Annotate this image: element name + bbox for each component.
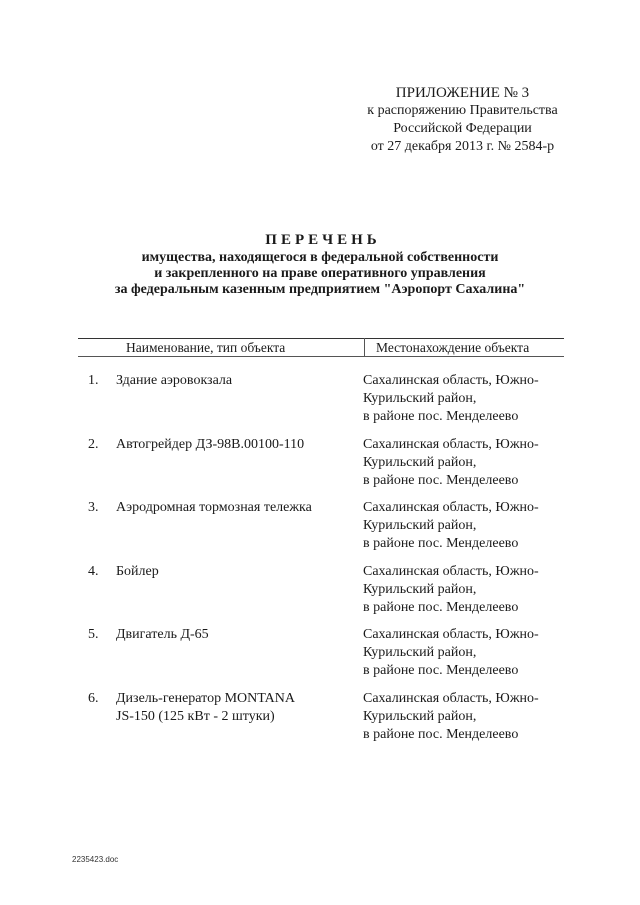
row-number: 3. bbox=[88, 500, 99, 515]
row-number: 5. bbox=[88, 627, 99, 642]
row-object-name bbox=[116, 690, 356, 726]
column-divider bbox=[364, 338, 365, 356]
row-number: 6. bbox=[88, 691, 99, 706]
file-name: 2235423.doc bbox=[72, 855, 119, 864]
location-line: в районе пос. Менделеево bbox=[363, 727, 519, 742]
location-line: Курильский район, bbox=[363, 455, 477, 470]
location-line: Курильский район, bbox=[363, 709, 477, 724]
location-line: Сахалинская область, Южно- bbox=[363, 691, 539, 706]
location-line: Сахалинская область, Южно- bbox=[363, 627, 539, 642]
row-object-name bbox=[116, 563, 356, 581]
row-location bbox=[363, 499, 573, 553]
location-line: в районе пос. Менделеево bbox=[363, 663, 519, 678]
location-line: в районе пос. Менделеево bbox=[363, 536, 519, 551]
location-line: Сахалинская область, Южно- bbox=[363, 500, 539, 515]
row-location bbox=[363, 563, 573, 617]
object-name-line: Бойлер bbox=[116, 564, 159, 579]
object-name-line: JS-150 (125 кВт - 2 штуки) bbox=[116, 709, 275, 724]
location-line: Курильский район, bbox=[363, 582, 477, 597]
location-line: Курильский район, bbox=[363, 391, 477, 406]
appendix-line-2: Российской Федерации bbox=[393, 121, 532, 136]
appendix-title: ПРИЛОЖЕНИЕ № 3 bbox=[395, 85, 530, 101]
row-location bbox=[363, 690, 573, 744]
appendix-block bbox=[340, 84, 585, 156]
heading-line-3: за федеральным казенным предприятием "Аэропорт Сахалина" bbox=[114, 282, 526, 297]
location-line: в районе пос. Менделеево bbox=[363, 473, 519, 488]
object-name-line: Аэродромная тормозная тележка bbox=[116, 500, 312, 515]
heading-title: ПЕРЕЧЕНЬ bbox=[265, 232, 381, 248]
location-line: Курильский район, bbox=[363, 518, 477, 533]
column-header-location: Местонахождение объекта bbox=[376, 340, 530, 355]
location-line: Сахалинская область, Южно- bbox=[363, 564, 539, 579]
object-name-line: Двигатель Д-65 bbox=[116, 627, 209, 642]
document-heading bbox=[0, 230, 640, 298]
row-object-name bbox=[116, 626, 356, 644]
heading-line-1: имущества, находящегося в федеральной собственности bbox=[141, 250, 499, 265]
row-location bbox=[363, 372, 573, 426]
row-number: 1. bbox=[88, 373, 99, 388]
heading-line-2: и закрепленного на праве оперативного управления bbox=[154, 266, 486, 281]
location-line: в районе пос. Менделеево bbox=[363, 600, 519, 615]
row-object-name bbox=[116, 372, 356, 390]
appendix-line-3: от 27 декабря 2013 г. № 2584-р bbox=[370, 139, 555, 154]
row-object-name bbox=[116, 499, 356, 517]
row-object-name bbox=[116, 436, 356, 454]
location-line: Курильский район, bbox=[363, 645, 477, 660]
column-header-name: Наименование, тип объекта bbox=[126, 340, 286, 355]
location-line: в районе пос. Менделеево bbox=[363, 409, 519, 424]
row-number: 4. bbox=[88, 564, 99, 579]
location-line: Сахалинская область, Южно- bbox=[363, 373, 539, 388]
appendix-line-1: к распоряжению Правительства bbox=[367, 103, 558, 118]
table-header-rule bbox=[78, 356, 564, 357]
object-name-line: Дизель-генератор MONTANA bbox=[116, 691, 296, 706]
object-name-line: Автогрейдер ДЗ-98В.00100-110 bbox=[116, 437, 305, 452]
row-location bbox=[363, 436, 573, 490]
row-location bbox=[363, 626, 573, 680]
location-line: Сахалинская область, Южно- bbox=[363, 437, 539, 452]
object-name-line: Здание аэровокзала bbox=[116, 373, 233, 388]
row-number: 2. bbox=[88, 437, 99, 452]
